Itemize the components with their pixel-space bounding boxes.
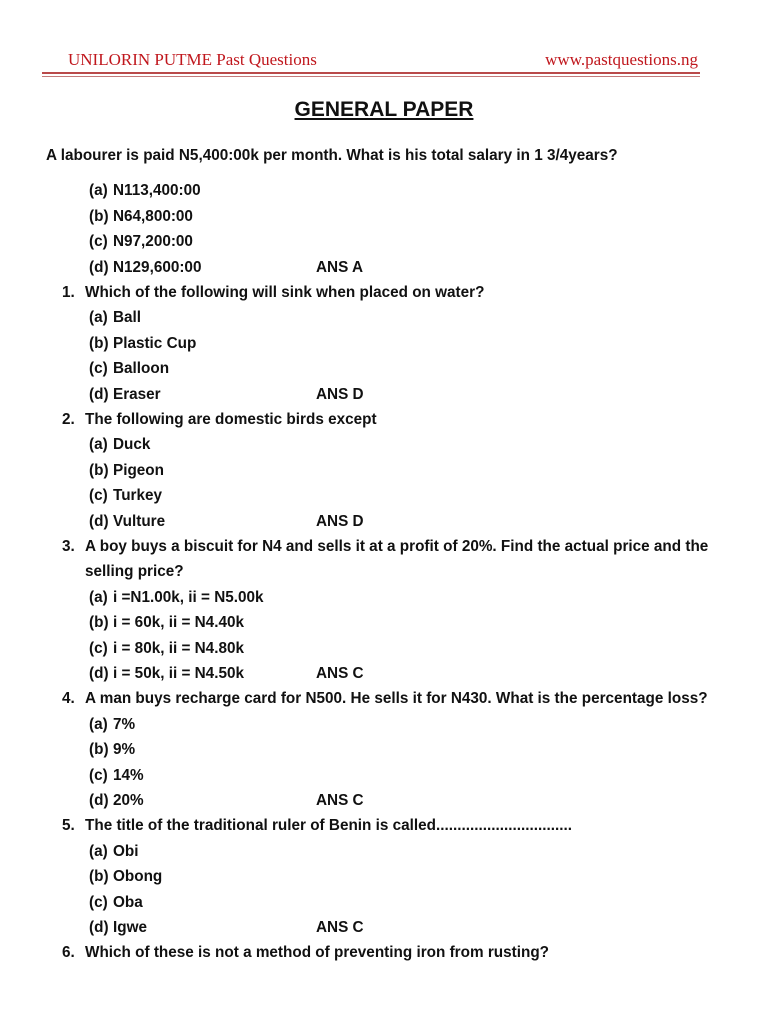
option-text: Pigeon	[113, 461, 164, 479]
option-text: Eraser	[113, 385, 161, 403]
option-text: Obong	[113, 868, 163, 886]
question-text: selling price?	[85, 563, 184, 581]
option-key: (b)	[89, 461, 109, 479]
question-number: 1.	[62, 284, 75, 301]
option-key: (c)	[89, 233, 108, 251]
option-text: Igwe	[113, 919, 147, 936]
header-divider-thin	[42, 76, 700, 77]
option-text: N64,800:00	[113, 207, 193, 225]
option-text: 14%	[113, 766, 144, 784]
option-key: (b)	[89, 207, 109, 225]
header-website: www.pastquestions.ng	[545, 50, 698, 69]
option-text: Oba	[113, 893, 143, 911]
option-text: Balloon	[113, 360, 170, 378]
question-text: A man buys recharge card for N500. He sells it for N430. What is the percentage loss?	[85, 690, 708, 708]
question-text: Which of the following will sink when placed on water?	[85, 284, 485, 301]
option-text: i =N1.00k, ii = N5.00k	[113, 588, 264, 606]
page-header	[42, 46, 700, 72]
option-text: Vulture	[113, 512, 166, 530]
option-text: N97,200:00	[113, 233, 193, 251]
answer-label: ANS D	[316, 512, 364, 530]
option-text: N129,600:00	[113, 258, 202, 276]
option-text: Ball	[113, 309, 142, 327]
option-key: (d)	[89, 919, 109, 936]
option-text: 9%	[113, 741, 136, 759]
answer-label: ANS C	[316, 665, 364, 682]
option-text: i = 60k, ii = N4.40k	[113, 614, 244, 632]
option-text: Obi	[113, 842, 139, 860]
answer-label: ANS A	[316, 258, 364, 276]
question-text: Which of these is not a method of preventing iron from rusting?	[85, 944, 550, 962]
option-key: (b)	[89, 614, 109, 632]
option-text: i = 50k, ii = N4.50k	[113, 665, 244, 682]
question-text: The title of the traditional ruler of Benin is called................................	[85, 817, 573, 835]
option-text: 7%	[113, 715, 136, 733]
option-key: (a)	[89, 588, 108, 606]
option-text: 20%	[113, 792, 144, 809]
option-key: (a)	[89, 436, 108, 454]
option-text: i = 80k, ii = N4.80k	[113, 639, 244, 657]
option-key: (a)	[89, 715, 108, 733]
option-key: (d)	[89, 258, 109, 276]
question-text: The following are domestic birds except	[85, 411, 377, 428]
option-key: (b)	[89, 334, 109, 352]
option-key: (d)	[89, 385, 109, 403]
header-title: UNILORIN PUTME Past Questions	[68, 50, 317, 69]
option-key: (d)	[89, 512, 109, 530]
option-key: (d)	[89, 792, 109, 809]
answer-label: ANS C	[316, 792, 364, 809]
question-text: A labourer is paid N5,400:00k per month. What is his total salary in 1 3/4years?	[46, 147, 618, 164]
option-text: N113,400:00	[113, 182, 201, 200]
answer-label: ANS C	[316, 919, 364, 936]
option-key: (c)	[89, 360, 108, 378]
page-title: GENERAL PAPER	[294, 98, 474, 121]
question-number: 4.	[62, 690, 75, 708]
option-key: (d)	[89, 665, 109, 682]
question-number: 2.	[62, 411, 75, 428]
option-key: (b)	[89, 868, 109, 886]
option-text: Duck	[113, 436, 151, 454]
answer-label: ANS D	[316, 385, 364, 403]
option-key: (c)	[89, 766, 108, 784]
option-text: Plastic Cup	[113, 334, 197, 352]
option-text: Turkey	[113, 487, 163, 505]
question-number: 5.	[62, 817, 75, 835]
option-key: (c)	[89, 639, 108, 657]
option-key: (a)	[89, 842, 108, 860]
question-number: 6.	[62, 944, 75, 962]
option-key: (a)	[89, 182, 108, 200]
option-key: (c)	[89, 893, 108, 911]
option-key: (b)	[89, 741, 109, 759]
option-key: (a)	[89, 309, 108, 327]
header-divider	[42, 72, 700, 74]
question-text: A boy buys a biscuit for N4 and sells it at a profit of 20%. Find the actual price and the	[85, 538, 709, 555]
question-number: 3.	[62, 538, 75, 555]
option-key: (c)	[89, 487, 108, 505]
